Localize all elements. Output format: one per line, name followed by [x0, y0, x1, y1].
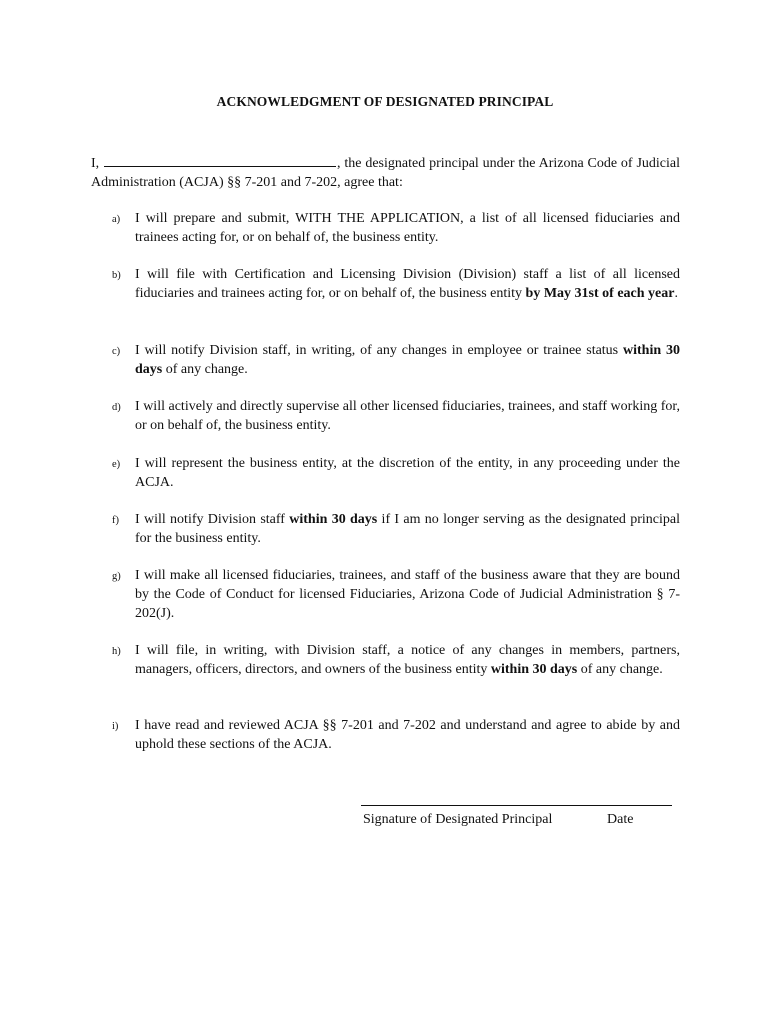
- item-text: [135, 454, 680, 492]
- item-text: [135, 209, 680, 247]
- item-text: [135, 716, 680, 754]
- page-title: ACKNOWLEDGMENT OF DESIGNATED PRINCIPAL: [216, 94, 554, 109]
- item-marker: i): [112, 721, 119, 732]
- list-item: [91, 716, 680, 754]
- signature-line[interactable]: [361, 805, 672, 806]
- item-marker: d): [112, 402, 121, 413]
- list-item: [91, 566, 680, 623]
- item-text-bold: within 30 days: [289, 512, 378, 527]
- list-item: [91, 341, 680, 379]
- item-text: [135, 397, 680, 435]
- list-item: [91, 641, 680, 679]
- item-text-plain: I will represent the business entity, at the discretion of the entity, in any proceeding under the ACJA.: [135, 456, 680, 490]
- intro-prefix: I,: [91, 156, 100, 171]
- item-text: [135, 641, 680, 679]
- item-marker: g): [112, 571, 121, 582]
- item-text: [135, 510, 680, 548]
- item-text: [135, 566, 680, 623]
- item-text-plain: I will notify Division staff, in writing, of any changes in employee or trainee status: [135, 343, 623, 358]
- item-text-bold: within 30 days: [490, 662, 578, 677]
- item-marker: b): [112, 270, 121, 281]
- item-marker: a): [112, 214, 121, 225]
- item-text-plain: I will actively and directly supervise all other licensed fiduciaries, trainees, and staff working for, or on behalf of, the business entity.: [135, 399, 680, 433]
- list-item: [91, 397, 680, 435]
- list-item: [91, 265, 680, 303]
- item-text: [135, 341, 680, 379]
- signature-label: Signature of Designated Principal: [363, 812, 553, 827]
- item-text-plain: I will notify Division staff: [135, 512, 290, 527]
- item-text-bold: within 30 days: [135, 343, 680, 377]
- item-text-tail: .: [674, 286, 678, 301]
- list-item: [91, 510, 680, 548]
- intro-paragraph: [91, 152, 680, 192]
- item-text-bold: by May 31st of each year: [525, 286, 675, 301]
- item-text-plain: I will file with Certification and Licensing Division (Division) staff a list of all licensed fiduciaries and trainees acting for, or on behalf of, the business entity: [135, 267, 680, 301]
- item-text-tail: if I am no longer serving as the designated principal for the business entity.: [135, 512, 681, 546]
- item-text-tail: of any change.: [162, 362, 248, 377]
- name-blank-field[interactable]: [104, 152, 336, 167]
- item-text-plain: I will prepare and submit, WITH THE APPLICATION, a list of all licensed fiduciaries and trainees acting for, or on behalf of, the business entity.: [135, 211, 680, 245]
- item-marker: e): [112, 459, 121, 470]
- item-marker: f): [112, 515, 119, 526]
- item-text: [135, 265, 680, 303]
- list-item: [91, 454, 680, 492]
- date-label: Date: [607, 812, 634, 827]
- item-text-plain: I will make all licensed fiduciaries, trainees, and staff of the business aware that they are bound by the Code of Conduct for licensed Fiduciaries, Arizona Code of Judicial Administration § 7-202(J).: [135, 568, 680, 621]
- item-text-plain: I will file, in writing, with Division staff, a notice of any changes in members, partners, managers, officers, directors, and owners of the business entity: [135, 643, 680, 677]
- item-marker: c): [112, 346, 121, 357]
- item-text-tail: of any change.: [577, 662, 663, 677]
- item-marker: h): [112, 646, 121, 657]
- item-text-plain: I have read and reviewed ACJA §§ 7-201 and 7-202 and understand and agree to abide by and uphold these sections of the ACJA.: [135, 718, 680, 752]
- list-item: [91, 209, 680, 247]
- intro-suffix: , the designated principal under the Arizona Code of Judicial Administration (ACJA) §§ 7-201 and 7-202, agree that:: [91, 156, 680, 190]
